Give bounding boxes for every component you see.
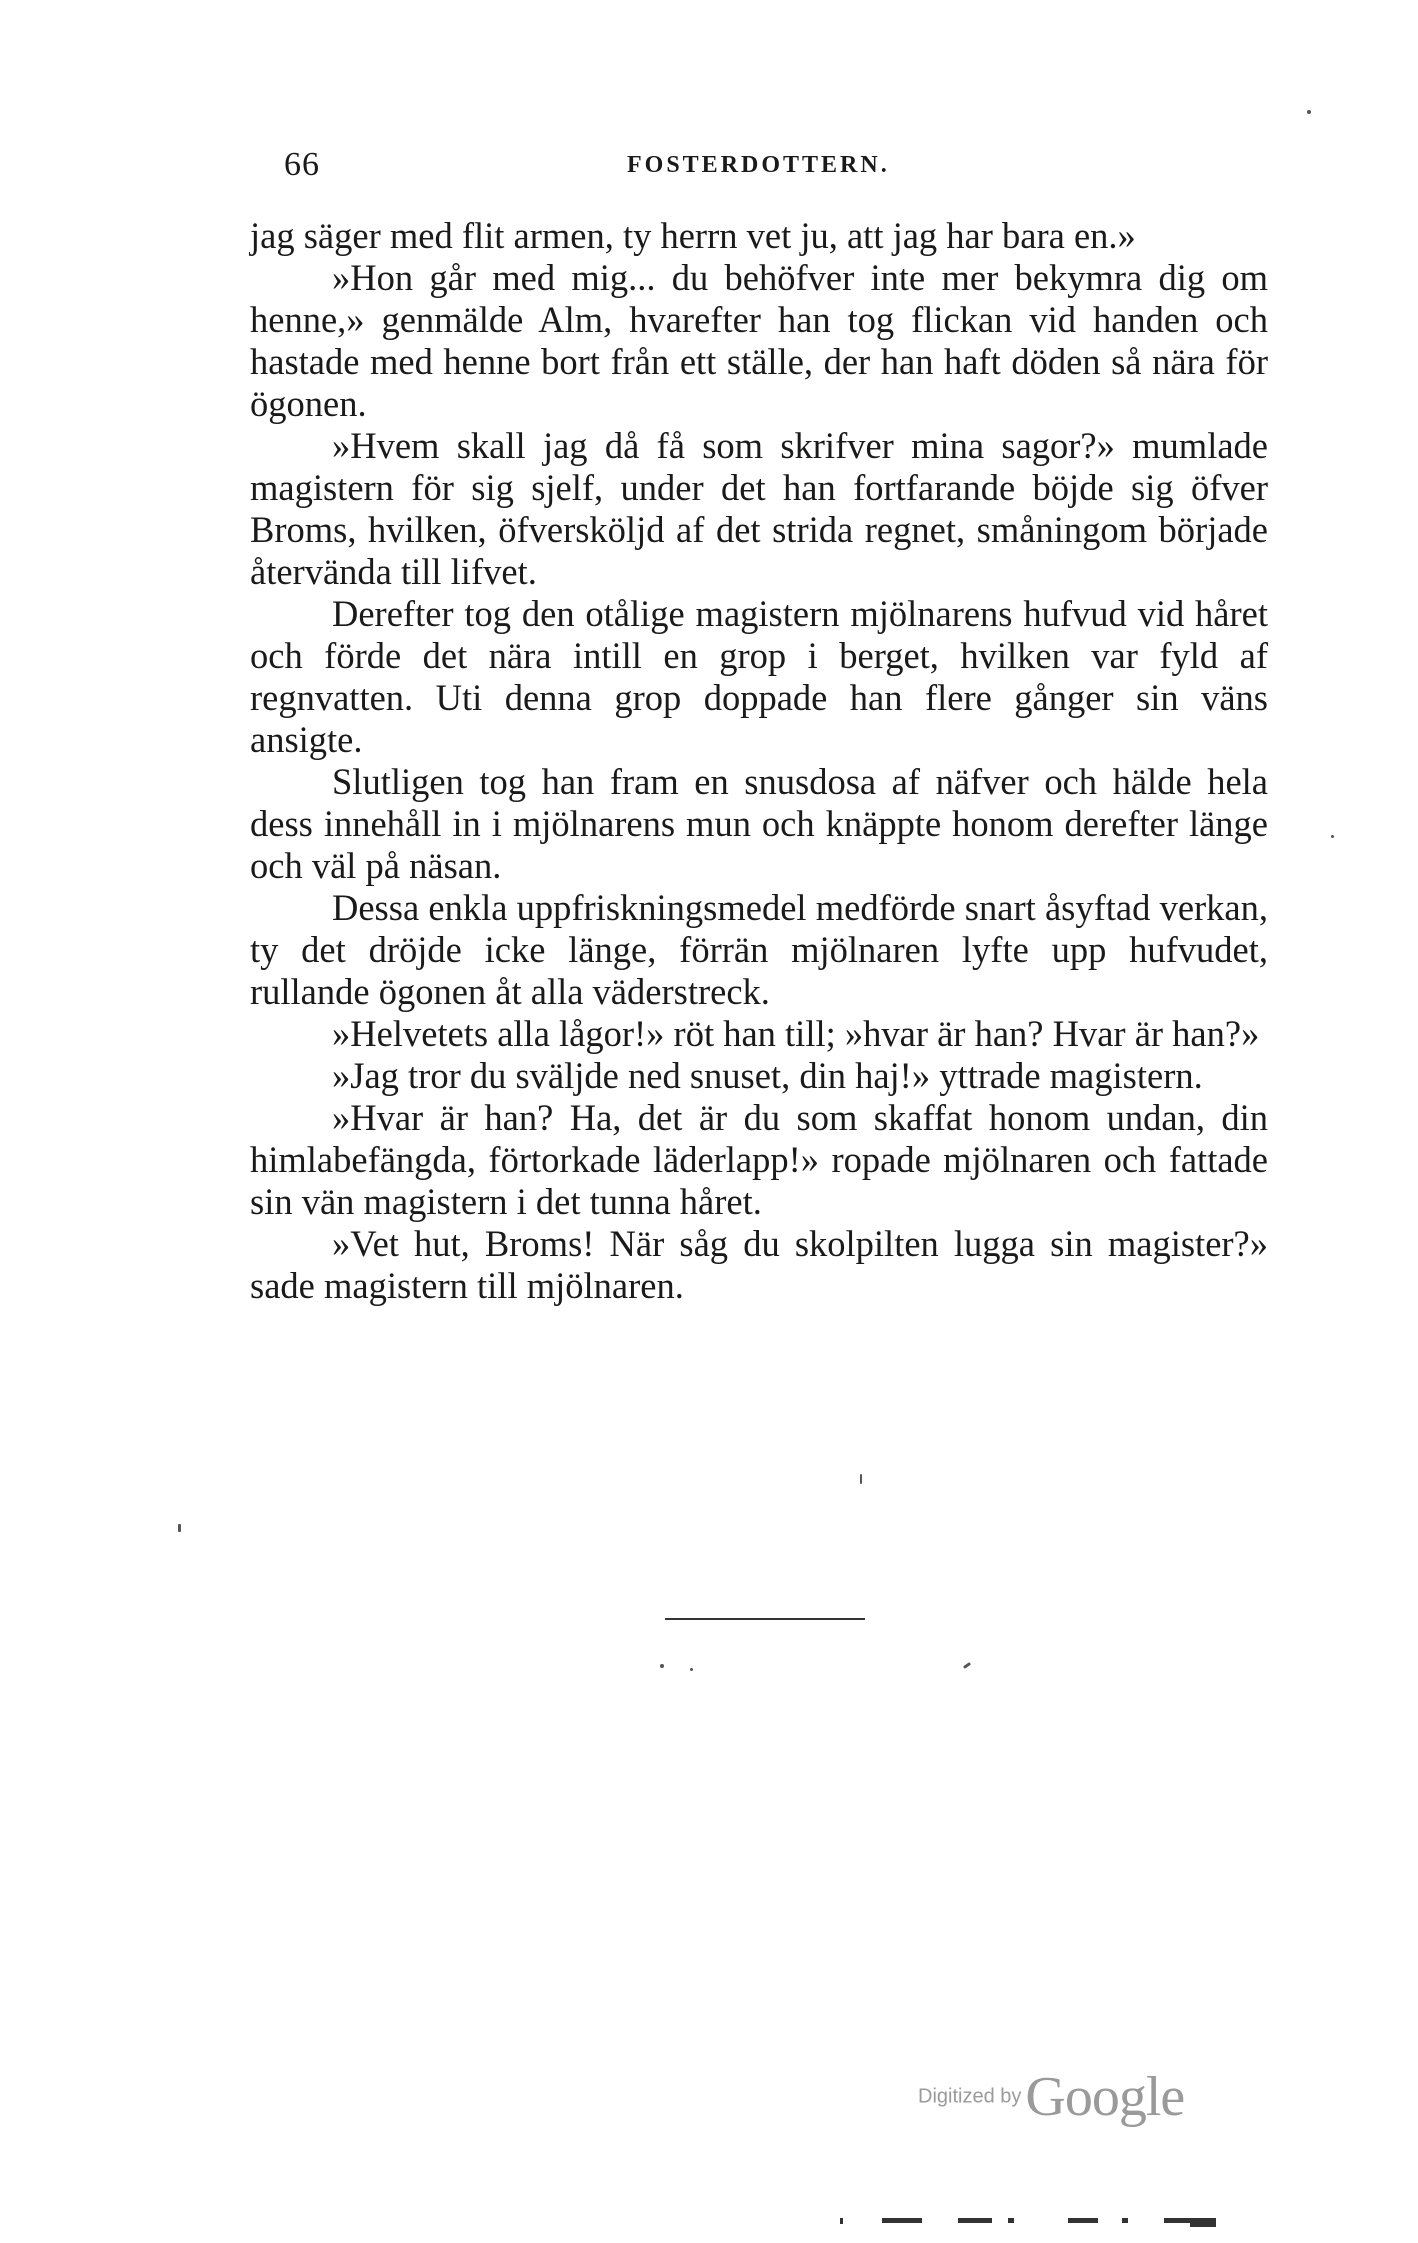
digitized-by-google-watermark — [918, 2065, 1184, 2129]
print-speck — [178, 1524, 181, 1532]
digitized-label: Digitized by — [918, 2085, 1022, 2108]
paragraph: »Vet hut, Broms! När såg du skolpilten lugga sin magister?» sade magistern till mjölnaren. — [250, 1223, 1268, 1306]
print-speck — [690, 1668, 693, 1671]
paragraph: jag säger med flit armen, ty herrn vet ju, att jag har bara en.» — [250, 215, 1136, 256]
paragraph: »Helvetets alla lågor!» röt han till; »hvar är han? Hvar är han?» — [332, 1013, 1260, 1054]
print-speck — [963, 1662, 971, 1669]
print-speck — [660, 1664, 664, 1668]
paragraph: Slutligen tog han fram en snusdosa af näfver och hälde hela dess innehåll in i mjölnarens mun och knäppte honom derefter länge och väl på näsan. — [250, 761, 1268, 886]
paragraph: Derefter tog den otålige magistern mjölnarens hufvud vid håret och förde det nära intill en grop i berget, hvilken var fyld af regnvatten. Uti denna grop doppade han flere gånger sin väns ansigte. — [250, 593, 1268, 760]
body-text — [250, 215, 1268, 1307]
paragraph: »Jag tror du sväljde ned snuset, din haj!» yttrade magistern. — [332, 1055, 1203, 1096]
paragraph: »Hvar är han? Ha, det är du som skaffat honom undan, din himlabefängda, förtorkade läderlapp!» ropade mjölnaren och fattade sin vän magistern i det tunna håret. — [250, 1097, 1268, 1222]
scan-bottom-marks — [840, 2218, 1260, 2232]
end-rule — [665, 1618, 865, 1620]
running-head: FOSTERDOTTERN. — [627, 152, 890, 178]
print-speck — [860, 1474, 862, 1484]
paragraph: »Hon går med mig... du behöfver inte mer bekymra dig om henne,» genmälde Alm, hvarefter han tog flickan vid handen och hastade med henne bort från ett ställe, der han haft döden så nära för ögonen. — [250, 257, 1268, 424]
print-speck — [1331, 835, 1334, 838]
google-logo: Google — [1025, 2066, 1185, 2128]
print-speck — [1307, 110, 1311, 114]
paragraph: Dessa enkla uppfriskningsmedel medförde snart åsyftad verkan, ty det dröjde icke länge, förrän mjölnaren lyfte upp hufvudet, rullande ögonen åt alla väderstreck. — [250, 887, 1268, 1012]
page-number: 66 — [284, 146, 320, 183]
paragraph: »Hvem skall jag då få som skrifver mina sagor?» mumlade magistern för sig sjelf, under det han fortfarande böjde sig öfver Broms, hvilken, öfversköljd af det strida regnet, småningom började återvända till lifvet. — [250, 425, 1268, 592]
